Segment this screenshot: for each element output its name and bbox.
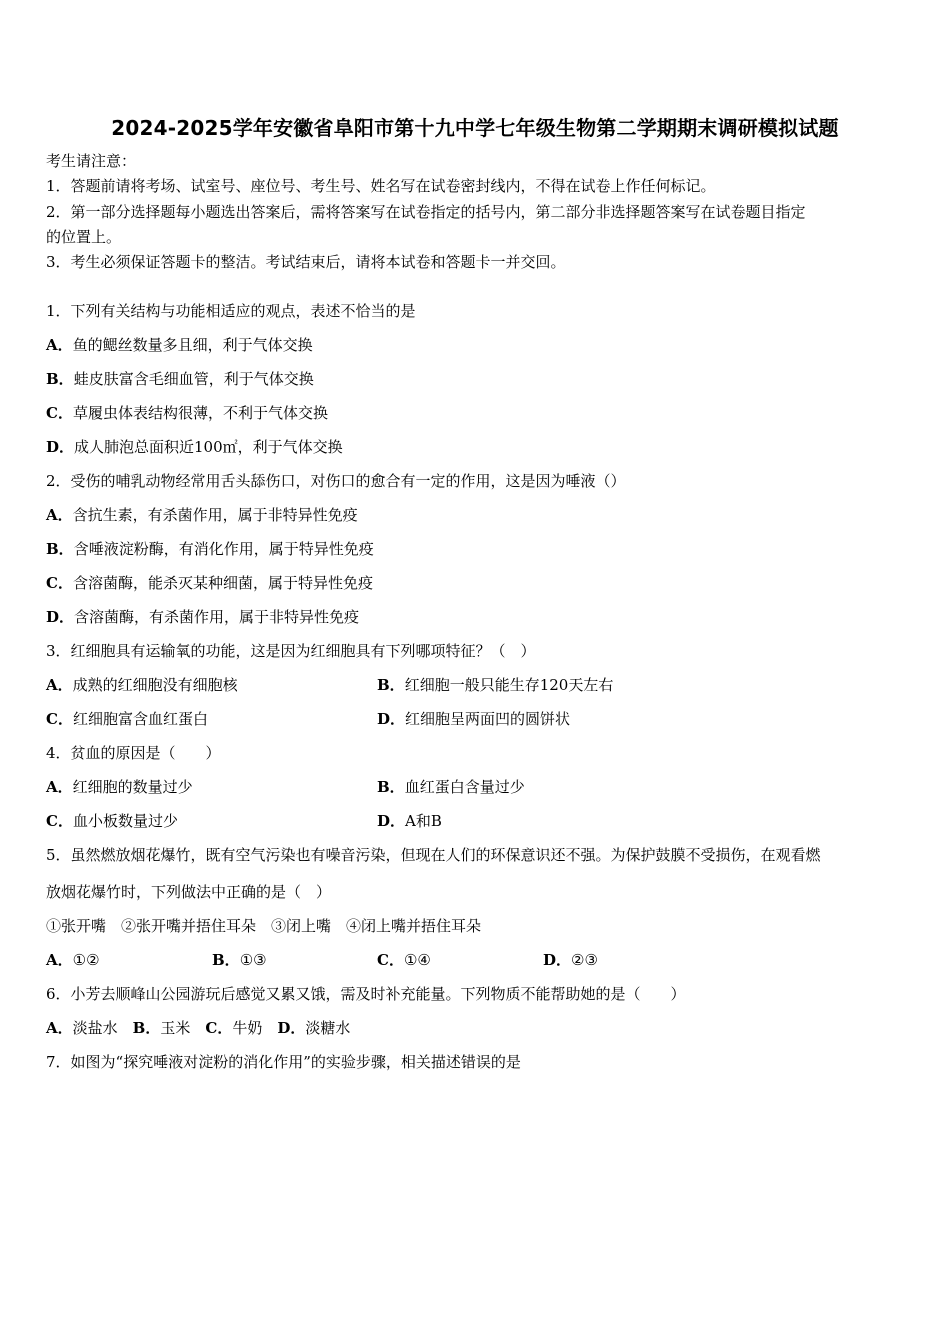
- question-4-option-d: D．A和B: [377, 812, 442, 830]
- question-4-option-c: C．血小板数量过少: [46, 812, 178, 830]
- question-2-option-d: D．含溶菌酶，有杀菌作用，属于非特异性免疫: [46, 608, 360, 626]
- question-1-option-a: A．鱼的鳃丝数量多且细，利于气体交换: [46, 336, 313, 354]
- question-4-option-a: A．红细胞的数量过少: [46, 778, 193, 796]
- question-4-option-b: B．血红蛋白含量过少: [377, 778, 525, 796]
- notice-item-1: 1．答题前请将考场、试室号、座位号、考生号、姓名写在试卷密封线内，不得在试卷上作任何标记。: [46, 177, 716, 195]
- question-2-option-b: B．含唾液淀粉酶，有消化作用，属于特异性免疫: [46, 540, 374, 558]
- notice-item-2: 2．第一部分选择题每小题选出答案后，需将答案写在试卷指定的括号内，第二部分非选择题答案写在试卷题目指定: [46, 203, 806, 221]
- question-1-option-d: D．成人肺泡总面积近100㎡，利于气体交换: [46, 438, 343, 456]
- question-1-option-b: B．蛙皮肤富含毛细血管，利于气体交换: [46, 370, 314, 388]
- notice-item-3: 3．考生必须保证答题卡的整洁。考试结束后，请将本试卷和答题卡一并交回。: [46, 253, 566, 271]
- question-2-option-c: C．含溶菌酶，能杀灭某种细菌，属于特异性免疫: [46, 574, 373, 592]
- question-6-stem: 6．小芳去顺峰山公园游玩后感觉又累又饿，需及时补充能量。下列物质不能帮助她的是（ ）: [46, 985, 686, 1003]
- question-5-option-b: B．①③: [212, 951, 267, 969]
- notice-item-2-cont: 的位置上。: [46, 228, 122, 246]
- question-5-choices: ①张开嘴 ②张开嘴并捂住耳朵 ③闭上嘴 ④闭上嘴并捂住耳朵: [46, 917, 482, 935]
- question-1-stem: 1．下列有关结构与功能相适应的观点，表述不恰当的是: [46, 302, 416, 320]
- question-3-option-c: C．红细胞富含血红蛋白: [46, 710, 208, 728]
- question-2-stem: 2．受伤的哺乳动物经常用舌头舔伤口，对伤口的愈合有一定的作用，这是因为唾液（）: [46, 472, 626, 490]
- page-title: 2024-2025学年安徽省阜阳市第十九中学七年级生物第二学期期末调研模拟试题: [111, 116, 839, 140]
- question-7-stem: 7．如图为“探究唾液对淀粉的消化作用”的实验步骤，相关描述错误的是: [46, 1053, 521, 1071]
- question-2-option-a: A．含抗生素，有杀菌作用，属于非特异性免疫: [46, 506, 358, 524]
- question-6-options: A．淡盐水 B．玉米 C．牛奶 D．淡糖水: [46, 1019, 351, 1037]
- question-5-option-c: C．①④: [377, 951, 431, 969]
- question-3-option-d: D．红细胞呈两面凹的圆饼状: [377, 710, 571, 728]
- question-5-stem: 5．虽然燃放烟花爆竹，既有空气污染也有噪音污染，但现在人们的环保意识还不强。为保护鼓膜不受损伤，在观看燃: [46, 846, 821, 864]
- question-1-option-c: C．草履虫体表结构很薄，不利于气体交换: [46, 404, 328, 422]
- question-3-option-a: A．成熟的红细胞没有细胞核: [46, 676, 238, 694]
- question-3-option-b: B．红细胞一般只能生存120天左右: [377, 676, 614, 694]
- notice-header: 考生请注意：: [46, 152, 137, 170]
- question-3-stem: 3．红细胞具有运输氧的功能，这是因为红细胞具有下列哪项特征？（ ）: [46, 642, 536, 660]
- question-4-stem: 4．贫血的原因是（ ）: [46, 744, 221, 762]
- question-5-option-d: D．②③: [543, 951, 598, 969]
- question-5-option-a: A．①②: [46, 951, 100, 969]
- question-5-stem-cont: 放烟花爆竹时，下列做法中正确的是（ ）: [46, 883, 332, 901]
